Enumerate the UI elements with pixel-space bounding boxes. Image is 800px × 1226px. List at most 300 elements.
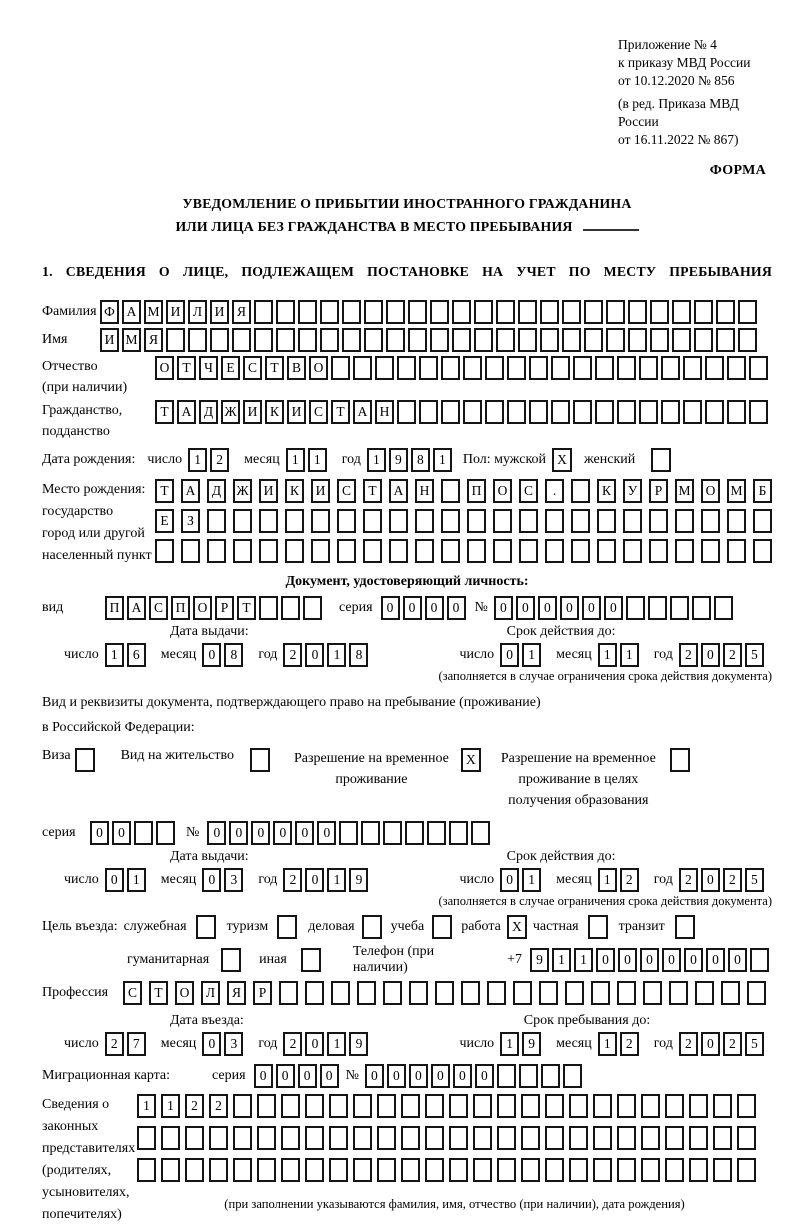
char-cell[interactable]	[474, 300, 493, 324]
char-cell[interactable]: 1	[522, 868, 541, 892]
char-cell[interactable]	[364, 328, 383, 352]
identity-issue-month[interactable]	[202, 643, 246, 667]
char-cell[interactable]: О	[309, 356, 328, 380]
char-cell[interactable]	[408, 328, 427, 352]
char-cell[interactable]	[401, 1094, 420, 1118]
char-cell[interactable]	[155, 539, 174, 563]
purpose-business-checkbox[interactable]	[362, 915, 382, 939]
char-cell[interactable]	[161, 1126, 180, 1150]
char-cell[interactable]: П	[105, 596, 124, 620]
char-cell[interactable]	[311, 539, 330, 563]
char-cell[interactable]: 0	[365, 1064, 384, 1088]
char-cell[interactable]: Т	[331, 400, 350, 424]
char-cell[interactable]: О	[493, 479, 512, 503]
char-cell[interactable]	[363, 509, 382, 533]
char-cell[interactable]: 2	[209, 1094, 228, 1118]
entry-year[interactable]	[283, 1032, 371, 1056]
birth-place-row2-cells[interactable]	[155, 509, 779, 533]
char-cell[interactable]	[185, 1158, 204, 1182]
char-cell[interactable]	[496, 328, 515, 352]
purpose-work-checkbox[interactable]: X	[507, 915, 527, 939]
char-cell[interactable]	[485, 356, 504, 380]
char-cell[interactable]	[519, 539, 538, 563]
char-cell[interactable]: И	[100, 328, 119, 352]
char-cell[interactable]: 1	[188, 448, 207, 472]
char-cell[interactable]	[623, 539, 642, 563]
char-cell[interactable]	[305, 1126, 324, 1150]
char-cell[interactable]	[639, 356, 658, 380]
char-cell[interactable]: 1	[598, 868, 617, 892]
representatives-row3-cells[interactable]	[137, 1158, 761, 1182]
char-cell[interactable]	[672, 328, 691, 352]
char-cell[interactable]: М	[727, 479, 746, 503]
char-cell[interactable]: Е	[155, 509, 174, 533]
char-cell[interactable]	[408, 300, 427, 324]
char-cell[interactable]: 0	[251, 821, 270, 845]
char-cell[interactable]: С	[337, 479, 356, 503]
temp-residence-checkbox[interactable]: X	[461, 748, 481, 772]
surname-cells[interactable]	[100, 300, 760, 324]
char-cell[interactable]	[665, 1158, 684, 1182]
char-cell[interactable]: 9	[530, 948, 549, 972]
purpose-humanitarian-checkbox[interactable]	[221, 948, 241, 972]
birth-day-cells[interactable]	[188, 448, 232, 472]
char-cell[interactable]	[471, 821, 490, 845]
char-cell[interactable]	[593, 1158, 612, 1182]
char-cell[interactable]: И	[311, 479, 330, 503]
char-cell[interactable]: 0	[516, 596, 535, 620]
char-cell[interactable]	[692, 596, 711, 620]
sex-female-checkbox[interactable]	[651, 448, 671, 472]
char-cell[interactable]	[584, 300, 603, 324]
char-cell[interactable]: 0	[276, 1064, 295, 1088]
char-cell[interactable]	[329, 1126, 348, 1150]
residence-series-cells[interactable]	[90, 821, 178, 845]
char-cell[interactable]	[705, 400, 724, 424]
char-cell[interactable]: Н	[415, 479, 434, 503]
char-cell[interactable]	[276, 328, 295, 352]
char-cell[interactable]: 9	[389, 448, 408, 472]
char-cell[interactable]	[386, 300, 405, 324]
char-cell[interactable]: 0	[254, 1064, 273, 1088]
char-cell[interactable]: 3	[224, 1032, 243, 1056]
char-cell[interactable]: Т	[363, 479, 382, 503]
char-cell[interactable]: 0	[706, 948, 725, 972]
char-cell[interactable]	[389, 539, 408, 563]
char-cell[interactable]	[375, 356, 394, 380]
char-cell[interactable]	[569, 1158, 588, 1182]
char-cell[interactable]	[425, 1126, 444, 1150]
char-cell[interactable]: 0	[273, 821, 292, 845]
char-cell[interactable]	[337, 539, 356, 563]
char-cell[interactable]	[661, 356, 680, 380]
char-cell[interactable]	[137, 1158, 156, 1182]
char-cell[interactable]: И	[243, 400, 262, 424]
char-cell[interactable]	[401, 1126, 420, 1150]
char-cell[interactable]	[232, 328, 251, 352]
char-cell[interactable]	[441, 539, 460, 563]
char-cell[interactable]	[617, 356, 636, 380]
char-cell[interactable]	[545, 509, 564, 533]
char-cell[interactable]	[430, 328, 449, 352]
char-cell[interactable]: М	[675, 479, 694, 503]
char-cell[interactable]: 0	[604, 596, 623, 620]
char-cell[interactable]: М	[144, 300, 163, 324]
char-cell[interactable]: 0	[305, 1032, 324, 1056]
char-cell[interactable]	[694, 300, 713, 324]
char-cell[interactable]	[623, 509, 642, 533]
stay-year[interactable]	[679, 1032, 767, 1056]
stay-month[interactable]	[598, 1032, 642, 1056]
char-cell[interactable]: Ф	[100, 300, 119, 324]
char-cell[interactable]	[461, 981, 480, 1005]
char-cell[interactable]: Т	[149, 981, 168, 1005]
char-cell[interactable]	[571, 539, 590, 563]
char-cell[interactable]	[311, 509, 330, 533]
char-cell[interactable]: О	[175, 981, 194, 1005]
char-cell[interactable]	[441, 509, 460, 533]
char-cell[interactable]	[415, 539, 434, 563]
char-cell[interactable]	[449, 821, 468, 845]
char-cell[interactable]: Т	[177, 356, 196, 380]
char-cell[interactable]	[233, 1158, 252, 1182]
char-cell[interactable]: И	[166, 300, 185, 324]
char-cell[interactable]: 8	[411, 448, 430, 472]
char-cell[interactable]	[595, 400, 614, 424]
char-cell[interactable]	[626, 596, 645, 620]
char-cell[interactable]	[473, 1158, 492, 1182]
char-cell[interactable]	[377, 1094, 396, 1118]
char-cell[interactable]	[209, 1158, 228, 1182]
char-cell[interactable]	[279, 981, 298, 1005]
char-cell[interactable]	[650, 328, 669, 352]
char-cell[interactable]	[342, 300, 361, 324]
char-cell[interactable]	[363, 539, 382, 563]
char-cell[interactable]	[665, 1126, 684, 1150]
char-cell[interactable]	[551, 356, 570, 380]
char-cell[interactable]	[573, 400, 592, 424]
char-cell[interactable]	[551, 400, 570, 424]
char-cell[interactable]	[401, 1158, 420, 1182]
char-cell[interactable]	[545, 1126, 564, 1150]
char-cell[interactable]	[565, 981, 584, 1005]
char-cell[interactable]	[257, 1158, 276, 1182]
char-cell[interactable]	[257, 1126, 276, 1150]
residence-issue-day[interactable]	[105, 868, 149, 892]
residence-expiry-day[interactable]	[500, 868, 544, 892]
char-cell[interactable]	[670, 596, 689, 620]
char-cell[interactable]	[493, 509, 512, 533]
char-cell[interactable]	[737, 1126, 756, 1150]
identity-issue-year[interactable]	[283, 643, 371, 667]
char-cell[interactable]: 0	[295, 821, 314, 845]
purpose-private-checkbox[interactable]	[588, 915, 608, 939]
char-cell[interactable]: 0	[596, 948, 615, 972]
char-cell[interactable]	[285, 539, 304, 563]
char-cell[interactable]	[233, 539, 252, 563]
char-cell[interactable]	[521, 1126, 540, 1150]
char-cell[interactable]: Л	[188, 300, 207, 324]
entry-day[interactable]	[105, 1032, 149, 1056]
char-cell[interactable]	[539, 981, 558, 1005]
char-cell[interactable]: 0	[640, 948, 659, 972]
char-cell[interactable]	[753, 539, 772, 563]
char-cell[interactable]: 1	[137, 1094, 156, 1118]
char-cell[interactable]	[361, 821, 380, 845]
char-cell[interactable]: 8	[349, 643, 368, 667]
char-cell[interactable]: А	[389, 479, 408, 503]
char-cell[interactable]	[749, 400, 768, 424]
char-cell[interactable]: 0	[701, 868, 720, 892]
char-cell[interactable]: 1	[500, 1032, 519, 1056]
char-cell[interactable]: Я	[227, 981, 246, 1005]
char-cell[interactable]: Ж	[233, 479, 252, 503]
char-cell[interactable]	[425, 1158, 444, 1182]
char-cell[interactable]	[441, 479, 460, 503]
char-cell[interactable]	[529, 400, 548, 424]
char-cell[interactable]: 0	[229, 821, 248, 845]
char-cell[interactable]	[737, 1158, 756, 1182]
char-cell[interactable]: Б	[753, 479, 772, 503]
char-cell[interactable]: 2	[283, 643, 302, 667]
char-cell[interactable]	[701, 509, 720, 533]
char-cell[interactable]: 0	[305, 643, 324, 667]
char-cell[interactable]: 2	[723, 643, 742, 667]
char-cell[interactable]	[259, 509, 278, 533]
char-cell[interactable]	[518, 300, 537, 324]
char-cell[interactable]	[233, 509, 252, 533]
char-cell[interactable]	[496, 300, 515, 324]
char-cell[interactable]	[377, 1126, 396, 1150]
char-cell[interactable]	[721, 981, 740, 1005]
char-cell[interactable]	[727, 400, 746, 424]
char-cell[interactable]	[497, 1094, 516, 1118]
char-cell[interactable]	[405, 821, 424, 845]
char-cell[interactable]	[569, 1094, 588, 1118]
birth-year-cells[interactable]	[367, 448, 455, 472]
char-cell[interactable]: 1	[433, 448, 452, 472]
char-cell[interactable]	[303, 596, 322, 620]
char-cell[interactable]	[519, 1064, 538, 1088]
residence-expiry-month[interactable]	[598, 868, 642, 892]
char-cell[interactable]	[449, 1158, 468, 1182]
char-cell[interactable]: Т	[237, 596, 256, 620]
char-cell[interactable]	[716, 328, 735, 352]
char-cell[interactable]	[281, 1094, 300, 1118]
sex-male-checkbox[interactable]: X	[552, 448, 572, 472]
char-cell[interactable]: А	[177, 400, 196, 424]
char-cell[interactable]	[463, 400, 482, 424]
char-cell[interactable]: 0	[582, 596, 601, 620]
char-cell[interactable]	[281, 1158, 300, 1182]
temp-residence-edu-checkbox[interactable]	[670, 748, 690, 772]
char-cell[interactable]	[467, 509, 486, 533]
char-cell[interactable]	[305, 1094, 324, 1118]
char-cell[interactable]: 1	[127, 868, 146, 892]
char-cell[interactable]: 0	[207, 821, 226, 845]
char-cell[interactable]	[209, 1126, 228, 1150]
char-cell[interactable]	[161, 1158, 180, 1182]
char-cell[interactable]: 2	[283, 868, 302, 892]
char-cell[interactable]: 6	[127, 643, 146, 667]
char-cell[interactable]: 2	[283, 1032, 302, 1056]
char-cell[interactable]: 0	[431, 1064, 450, 1088]
char-cell[interactable]	[449, 1094, 468, 1118]
char-cell[interactable]: 1	[620, 643, 639, 667]
char-cell[interactable]	[507, 400, 526, 424]
char-cell[interactable]	[705, 356, 724, 380]
char-cell[interactable]: 0	[500, 868, 519, 892]
char-cell[interactable]	[584, 328, 603, 352]
char-cell[interactable]: Я	[232, 300, 251, 324]
char-cell[interactable]	[713, 1126, 732, 1150]
char-cell[interactable]: 0	[403, 596, 422, 620]
char-cell[interactable]	[342, 328, 361, 352]
phone-cells[interactable]	[530, 948, 772, 972]
char-cell[interactable]: П	[171, 596, 190, 620]
char-cell[interactable]: О	[701, 479, 720, 503]
char-cell[interactable]	[254, 328, 273, 352]
char-cell[interactable]	[562, 300, 581, 324]
birth-month-cells[interactable]	[286, 448, 330, 472]
char-cell[interactable]	[493, 539, 512, 563]
char-cell[interactable]: К	[265, 400, 284, 424]
char-cell[interactable]: 5	[745, 1032, 764, 1056]
char-cell[interactable]	[749, 356, 768, 380]
migration-series-cells[interactable]	[254, 1064, 342, 1088]
char-cell[interactable]: С	[123, 981, 142, 1005]
char-cell[interactable]	[713, 1094, 732, 1118]
char-cell[interactable]	[643, 981, 662, 1005]
char-cell[interactable]	[593, 1126, 612, 1150]
char-cell[interactable]	[357, 981, 376, 1005]
char-cell[interactable]	[606, 300, 625, 324]
char-cell[interactable]: 2	[185, 1094, 204, 1118]
char-cell[interactable]	[473, 1126, 492, 1150]
char-cell[interactable]: А	[181, 479, 200, 503]
char-cell[interactable]	[298, 328, 317, 352]
residence-expiry-year[interactable]	[679, 868, 767, 892]
char-cell[interactable]: М	[122, 328, 141, 352]
char-cell[interactable]: О	[155, 356, 174, 380]
char-cell[interactable]	[571, 479, 590, 503]
char-cell[interactable]: 1	[286, 448, 305, 472]
representatives-row2-cells[interactable]	[137, 1126, 761, 1150]
char-cell[interactable]	[689, 1126, 708, 1150]
char-cell[interactable]: С	[149, 596, 168, 620]
char-cell[interactable]	[713, 1158, 732, 1182]
char-cell[interactable]	[641, 1094, 660, 1118]
char-cell[interactable]: 0	[320, 1064, 339, 1088]
char-cell[interactable]: 1	[522, 643, 541, 667]
char-cell[interactable]	[683, 356, 702, 380]
char-cell[interactable]	[683, 400, 702, 424]
char-cell[interactable]: Р	[215, 596, 234, 620]
char-cell[interactable]: 0	[728, 948, 747, 972]
residence-number-cells[interactable]	[207, 821, 493, 845]
char-cell[interactable]: 0	[105, 868, 124, 892]
char-cell[interactable]	[628, 328, 647, 352]
char-cell[interactable]	[571, 509, 590, 533]
char-cell[interactable]: 0	[447, 596, 466, 620]
char-cell[interactable]	[329, 1158, 348, 1182]
char-cell[interactable]: .	[545, 479, 564, 503]
char-cell[interactable]: О	[193, 596, 212, 620]
char-cell[interactable]	[463, 356, 482, 380]
char-cell[interactable]	[518, 328, 537, 352]
char-cell[interactable]	[452, 328, 471, 352]
residence-issue-year[interactable]	[283, 868, 371, 892]
char-cell[interactable]	[541, 1064, 560, 1088]
char-cell[interactable]: 2	[723, 868, 742, 892]
char-cell[interactable]	[210, 328, 229, 352]
char-cell[interactable]	[166, 328, 185, 352]
char-cell[interactable]	[257, 1094, 276, 1118]
char-cell[interactable]	[540, 328, 559, 352]
char-cell[interactable]: Ч	[199, 356, 218, 380]
char-cell[interactable]	[507, 356, 526, 380]
char-cell[interactable]	[521, 1094, 540, 1118]
firstname-cells[interactable]	[100, 328, 760, 352]
char-cell[interactable]: 0	[475, 1064, 494, 1088]
char-cell[interactable]: 0	[409, 1064, 428, 1088]
identity-expiry-day[interactable]	[500, 643, 544, 667]
char-cell[interactable]	[573, 356, 592, 380]
identity-expiry-year[interactable]	[679, 643, 767, 667]
char-cell[interactable]	[441, 400, 460, 424]
char-cell[interactable]	[597, 539, 616, 563]
char-cell[interactable]: С	[243, 356, 262, 380]
char-cell[interactable]	[409, 981, 428, 1005]
char-cell[interactable]: 0	[618, 948, 637, 972]
char-cell[interactable]: Н	[375, 400, 394, 424]
char-cell[interactable]	[419, 356, 438, 380]
char-cell[interactable]: Р	[253, 981, 272, 1005]
char-cell[interactable]: 0	[701, 1032, 720, 1056]
char-cell[interactable]: 1	[598, 643, 617, 667]
char-cell[interactable]: У	[623, 479, 642, 503]
birth-place-row3-cells[interactable]	[155, 539, 779, 563]
char-cell[interactable]: 9	[522, 1032, 541, 1056]
char-cell[interactable]	[497, 1158, 516, 1182]
char-cell[interactable]	[281, 1126, 300, 1150]
char-cell[interactable]	[675, 509, 694, 533]
char-cell[interactable]: А	[127, 596, 146, 620]
char-cell[interactable]	[353, 1094, 372, 1118]
char-cell[interactable]: 0	[684, 948, 703, 972]
char-cell[interactable]: 0	[202, 868, 221, 892]
char-cell[interactable]	[259, 596, 278, 620]
char-cell[interactable]	[617, 981, 636, 1005]
char-cell[interactable]: Я	[144, 328, 163, 352]
char-cell[interactable]	[675, 539, 694, 563]
representatives-row1-cells[interactable]	[137, 1094, 761, 1118]
char-cell[interactable]	[353, 1126, 372, 1150]
char-cell[interactable]	[364, 300, 383, 324]
char-cell[interactable]	[281, 596, 300, 620]
char-cell[interactable]: 3	[224, 868, 243, 892]
purpose-other-checkbox[interactable]	[301, 948, 321, 972]
char-cell[interactable]: И	[259, 479, 278, 503]
char-cell[interactable]	[641, 1126, 660, 1150]
char-cell[interactable]: Д	[199, 400, 218, 424]
char-cell[interactable]: Т	[265, 356, 284, 380]
char-cell[interactable]: 0	[305, 868, 324, 892]
char-cell[interactable]	[694, 328, 713, 352]
char-cell[interactable]	[207, 539, 226, 563]
char-cell[interactable]: 2	[679, 643, 698, 667]
char-cell[interactable]: 5	[745, 868, 764, 892]
